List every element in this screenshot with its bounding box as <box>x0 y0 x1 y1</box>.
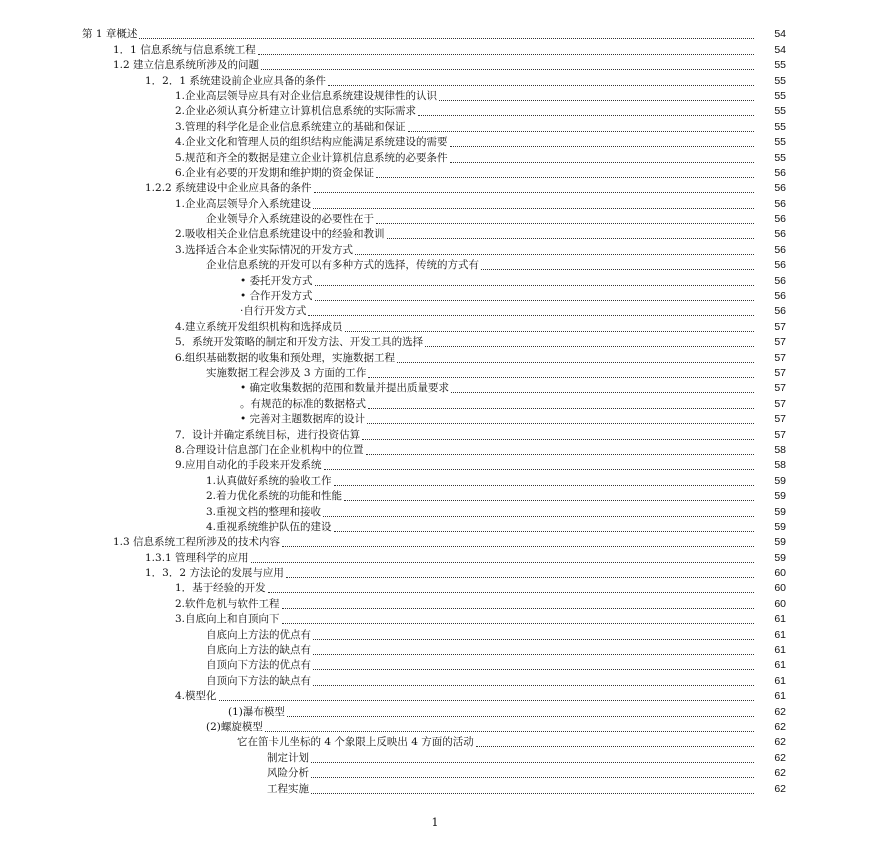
toc-entry[interactable] <box>0 288 870 303</box>
toc-entry-page: 61 <box>754 659 786 672</box>
toc-entry-title: 3.重视文档的整理和接收 <box>206 505 322 518</box>
toc-entry[interactable] <box>0 780 870 795</box>
toc-entry-title: 风险分析 <box>267 767 309 780</box>
toc-entry[interactable] <box>0 719 870 734</box>
toc-dot-leader <box>439 100 786 101</box>
toc-entry[interactable] <box>0 534 870 549</box>
toc-entry-title: 它在笛卡儿坐标的 4 个象限上反映出 4 方面的活动 <box>237 736 474 749</box>
toc-dot-leader <box>334 485 786 486</box>
toc-entry-title: 6.企业有必要的开发期和维护期的资金保证 <box>175 166 375 179</box>
toc-dot-leader <box>282 608 786 609</box>
toc-dot-leader <box>308 315 786 316</box>
toc-entry[interactable] <box>0 611 870 626</box>
toc-entry-page: 62 <box>754 752 786 765</box>
toc-entry[interactable] <box>0 703 870 718</box>
toc-dot-leader <box>376 177 786 178</box>
toc-entry-page: 57 <box>754 398 786 411</box>
toc-entry-page: 59 <box>754 506 786 519</box>
toc-entry-title: 1．1 信息系统与信息系统工程 <box>113 43 256 56</box>
page-number: 1 <box>431 816 439 829</box>
toc-entry-page: 56 <box>754 290 786 303</box>
toc-entry[interactable] <box>0 334 870 349</box>
toc-entry-title: 。有规范的标准的数据格式 <box>240 397 366 410</box>
toc-dot-leader <box>315 285 786 286</box>
toc-entry[interactable] <box>0 380 870 395</box>
toc-entry[interactable] <box>0 765 870 780</box>
toc-entry[interactable] <box>0 395 870 410</box>
toc-entry-title: 6.组织基础数据的收集和预处理，实施数据工程 <box>175 351 396 364</box>
toc-entry-page: 57 <box>754 367 786 380</box>
toc-entry-page: 60 <box>754 598 786 611</box>
toc-entry-title: 自底向上方法的优点有 <box>206 628 311 641</box>
toc-entry[interactable] <box>0 272 870 287</box>
toc-entry-page: 59 <box>754 536 786 549</box>
toc-dot-leader <box>261 69 786 70</box>
toc-entry-title: (1)瀑布模型 <box>228 705 285 718</box>
toc-entry-title: 1.2 建立信息系统所涉及的问题 <box>113 59 260 72</box>
toc-entry-page: 56 <box>754 259 786 272</box>
toc-entry[interactable] <box>0 672 870 687</box>
toc-dot-leader <box>315 300 786 301</box>
toc-entry-title: 1．3．2 方法论的发展与应用 <box>145 567 284 580</box>
toc-entry[interactable] <box>0 165 870 180</box>
toc-dot-leader <box>451 392 786 393</box>
toc-entry[interactable] <box>0 257 870 272</box>
toc-dot-leader <box>219 700 786 701</box>
toc-entry-page: 61 <box>754 629 786 642</box>
toc-entry-page: 56 <box>754 182 786 195</box>
toc-entry[interactable] <box>0 549 870 564</box>
toc-entry-page: 57 <box>754 321 786 334</box>
toc-dot-leader <box>313 669 786 670</box>
toc-entry-page: 56 <box>754 275 786 288</box>
toc-entry-page: 62 <box>754 736 786 749</box>
toc-entry[interactable] <box>0 657 870 672</box>
toc-entry-title: 4.建立系统开发组织机构和选择成员 <box>175 320 343 333</box>
toc-entry-page: 56 <box>754 213 786 226</box>
toc-entry[interactable] <box>0 626 870 641</box>
toc-dot-leader <box>311 762 786 763</box>
toc-entry-title: 1.2.2 系统建设中企业应具备的条件 <box>145 182 312 195</box>
toc-entry-page: 62 <box>754 706 786 719</box>
toc-entry-title: 4.企业文化和管理人员的组织结构应能满足系统建设的需要 <box>175 136 448 149</box>
toc-entry-title: 5.规范和齐全的数据是建立企业计算机信息系统的必要条件 <box>175 151 448 164</box>
toc-entry-title: 5．系统开发策略的制定和开发方法、开发工具的选择 <box>175 336 424 349</box>
toc-entry-page: 56 <box>754 244 786 257</box>
toc-entry-page: 61 <box>754 644 786 657</box>
toc-dot-leader <box>311 777 786 778</box>
toc-entry-title: 4.模型化 <box>175 690 217 703</box>
toc-entry-title: 2.着力优化系统的功能和性能 <box>206 490 343 503</box>
toc-entry[interactable] <box>0 134 870 149</box>
toc-dot-leader <box>287 716 786 717</box>
toc-entry-page: 56 <box>754 228 786 241</box>
toc-dot-leader <box>313 654 786 655</box>
toc-dot-leader <box>323 516 786 517</box>
toc-entry-title: 1．2．1 系统建设前企业应具备的条件 <box>145 74 326 87</box>
toc-entry-title: • 合作开发方式 <box>240 290 313 303</box>
toc-entry-page: 56 <box>754 167 786 180</box>
toc-entry[interactable] <box>0 26 870 41</box>
toc-dot-leader <box>313 639 786 640</box>
toc-dot-leader <box>286 577 786 578</box>
toc-entry-page: 57 <box>754 336 786 349</box>
toc-entry-page: 61 <box>754 675 786 688</box>
toc-dot-leader <box>450 146 786 147</box>
toc-entry-page: 55 <box>754 105 786 118</box>
toc-dot-leader <box>368 377 786 378</box>
toc-entry-title: 1.3 信息系统工程所涉及的技术内容 <box>113 536 281 549</box>
toc-dot-leader <box>481 269 786 270</box>
toc-entry-page: 55 <box>754 75 786 88</box>
toc-entry-title: 2.吸收相关企业信息系统建设中的经验和教训 <box>175 228 385 241</box>
toc-entry[interactable] <box>0 57 870 72</box>
toc-entry-page: 55 <box>754 59 786 72</box>
toc-entry[interactable] <box>0 749 870 764</box>
toc-entry-page: 62 <box>754 721 786 734</box>
toc-entry-title: 自顶向下方法的优点有 <box>206 659 311 672</box>
toc-entry[interactable] <box>0 565 870 580</box>
toc-dot-leader <box>362 439 786 440</box>
toc-entry-title: 自底向上方法的缺点有 <box>206 644 311 657</box>
toc-dot-leader <box>324 469 786 470</box>
toc-entry-title: 8.合理设计信息部门在企业机构中的位置 <box>175 443 364 456</box>
toc-entry[interactable] <box>0 519 870 534</box>
toc-entry-page: 59 <box>754 552 786 565</box>
toc-entry[interactable] <box>0 411 870 426</box>
toc-entry-title: 企业信息系统的开发可以有多种方式的选择，传统的方式有 <box>206 259 479 272</box>
toc-entry-title: 7．设计并确定系统目标，进行投资估算 <box>175 428 361 441</box>
toc-entry-page: 57 <box>754 352 786 365</box>
toc-entry-title: 3.自底向上和自顶向下 <box>175 613 280 626</box>
table-of-contents <box>0 26 870 796</box>
toc-entry[interactable] <box>0 595 870 610</box>
toc-entry-title: (2)螺旋模型 <box>206 720 263 733</box>
toc-entry[interactable] <box>0 365 870 380</box>
toc-dot-leader <box>251 562 786 563</box>
toc-dot-leader <box>366 454 786 455</box>
toc-entry-title: 3.管理的科学化是企业信息系统建立的基础和保证 <box>175 120 406 133</box>
toc-entry-title: 1.企业高层领导介入系统建设 <box>175 197 312 210</box>
toc-entry[interactable] <box>0 442 870 457</box>
toc-entry[interactable] <box>0 241 870 256</box>
toc-entry-title: 9.应用自动化的手段来开发系统 <box>175 459 322 472</box>
toc-dot-leader <box>265 731 786 732</box>
toc-entry-page: 57 <box>754 429 786 442</box>
toc-entry-title: 1．基于经验的开发 <box>175 582 266 595</box>
toc-dot-leader <box>258 54 786 55</box>
toc-entry-page: 58 <box>754 444 786 457</box>
toc-entry-title: 实施数据工程会涉及 3 方面的工作 <box>206 366 367 379</box>
toc-entry-page: 61 <box>754 613 786 626</box>
toc-entry-page: 57 <box>754 382 786 395</box>
toc-dot-leader <box>355 254 786 255</box>
toc-dot-leader <box>313 685 786 686</box>
toc-entry[interactable] <box>0 472 870 487</box>
toc-entry-page: 56 <box>754 198 786 211</box>
toc-entry[interactable] <box>0 41 870 56</box>
toc-dot-leader <box>376 223 786 224</box>
toc-entry[interactable] <box>0 118 870 133</box>
toc-entry-page: 61 <box>754 690 786 703</box>
toc-entry-title: 制定计划 <box>267 751 309 764</box>
toc-entry-page: 55 <box>754 152 786 165</box>
toc-entry-page: 57 <box>754 413 786 426</box>
toc-entry[interactable] <box>0 457 870 472</box>
toc-entry-page: 62 <box>754 767 786 780</box>
toc-entry-page: 62 <box>754 783 786 796</box>
toc-entry-page: 55 <box>754 121 786 134</box>
toc-entry-title: • 委托开发方式 <box>240 274 313 287</box>
toc-entry-title: 1.企业高层领导应具有对企业信息系统建设规律性的认识 <box>175 89 438 102</box>
toc-dot-leader <box>344 500 786 501</box>
toc-entry-page: 59 <box>754 521 786 534</box>
toc-entry[interactable] <box>0 426 870 441</box>
toc-dot-leader <box>313 208 786 209</box>
toc-dot-leader <box>268 592 786 593</box>
toc-entry-title: 4.重视系统维护队伍的建设 <box>206 520 332 533</box>
toc-dot-leader <box>139 38 786 39</box>
toc-entry-page: 60 <box>754 567 786 580</box>
toc-entry-title: ·自行开发方式 <box>240 305 307 318</box>
toc-entry[interactable] <box>0 303 870 318</box>
toc-entry-page: 54 <box>754 28 786 41</box>
toc-dot-leader <box>408 131 786 132</box>
toc-dot-leader <box>328 85 786 86</box>
toc-entry-page: 58 <box>754 459 786 472</box>
toc-entry-title: 自顶向下方法的缺点有 <box>206 674 311 687</box>
toc-entry-title: • 完善对主题数据库的设计 <box>240 413 366 426</box>
toc-dot-leader <box>450 162 786 163</box>
toc-dot-leader <box>345 331 786 332</box>
toc-dot-leader <box>282 623 786 624</box>
toc-entry[interactable] <box>0 149 870 164</box>
toc-entry-page: 54 <box>754 44 786 57</box>
toc-entry[interactable] <box>0 688 870 703</box>
toc-entry-title: • 确定收集数据的范围和数量并提出质量要求 <box>240 382 450 395</box>
toc-dot-leader <box>311 793 786 794</box>
toc-entry[interactable] <box>0 734 870 749</box>
toc-dot-leader <box>418 115 786 116</box>
toc-entry-page: 59 <box>754 490 786 503</box>
toc-dot-leader <box>282 546 786 547</box>
toc-dot-leader <box>425 346 786 347</box>
toc-entry-title: 企业领导介入系统建设的必要性在于 <box>206 213 374 226</box>
toc-dot-leader <box>367 423 786 424</box>
toc-entry[interactable] <box>0 88 870 103</box>
toc-entry[interactable] <box>0 195 870 210</box>
toc-entry-title: 2.软件危机与软件工程 <box>175 597 280 610</box>
toc-dot-leader <box>314 192 786 193</box>
toc-entry[interactable] <box>0 226 870 241</box>
toc-entry[interactable] <box>0 503 870 518</box>
toc-entry[interactable] <box>0 103 870 118</box>
toc-entry[interactable] <box>0 211 870 226</box>
toc-entry-title: 第 1 章概述 <box>82 28 138 41</box>
toc-dot-leader <box>397 362 786 363</box>
toc-entry-title: 1.3.1 管理科学的应用 <box>145 551 249 564</box>
toc-entry-page: 55 <box>754 90 786 103</box>
toc-dot-leader <box>387 238 786 239</box>
toc-entry-title: 工程实施 <box>267 782 309 795</box>
toc-entry[interactable] <box>0 180 870 195</box>
toc-entry-title: 1.认真做好系统的验收工作 <box>206 474 332 487</box>
toc-entry[interactable] <box>0 580 870 595</box>
toc-entry-page: 60 <box>754 582 786 595</box>
toc-entry-title: 3.选择适合本企业实际情况的开发方式 <box>175 243 354 256</box>
toc-entry[interactable] <box>0 642 870 657</box>
toc-entry-page: 56 <box>754 305 786 318</box>
toc-entry[interactable] <box>0 318 870 333</box>
toc-dot-leader <box>368 408 786 409</box>
toc-entry-title: 2.企业必须认真分析建立计算机信息系统的实际需求 <box>175 105 417 118</box>
toc-dot-leader <box>476 746 786 747</box>
toc-entry-page: 59 <box>754 475 786 488</box>
toc-entry[interactable] <box>0 488 870 503</box>
toc-dot-leader <box>334 531 786 532</box>
toc-entry[interactable] <box>0 72 870 87</box>
toc-entry-page: 55 <box>754 136 786 149</box>
toc-entry[interactable] <box>0 349 870 364</box>
